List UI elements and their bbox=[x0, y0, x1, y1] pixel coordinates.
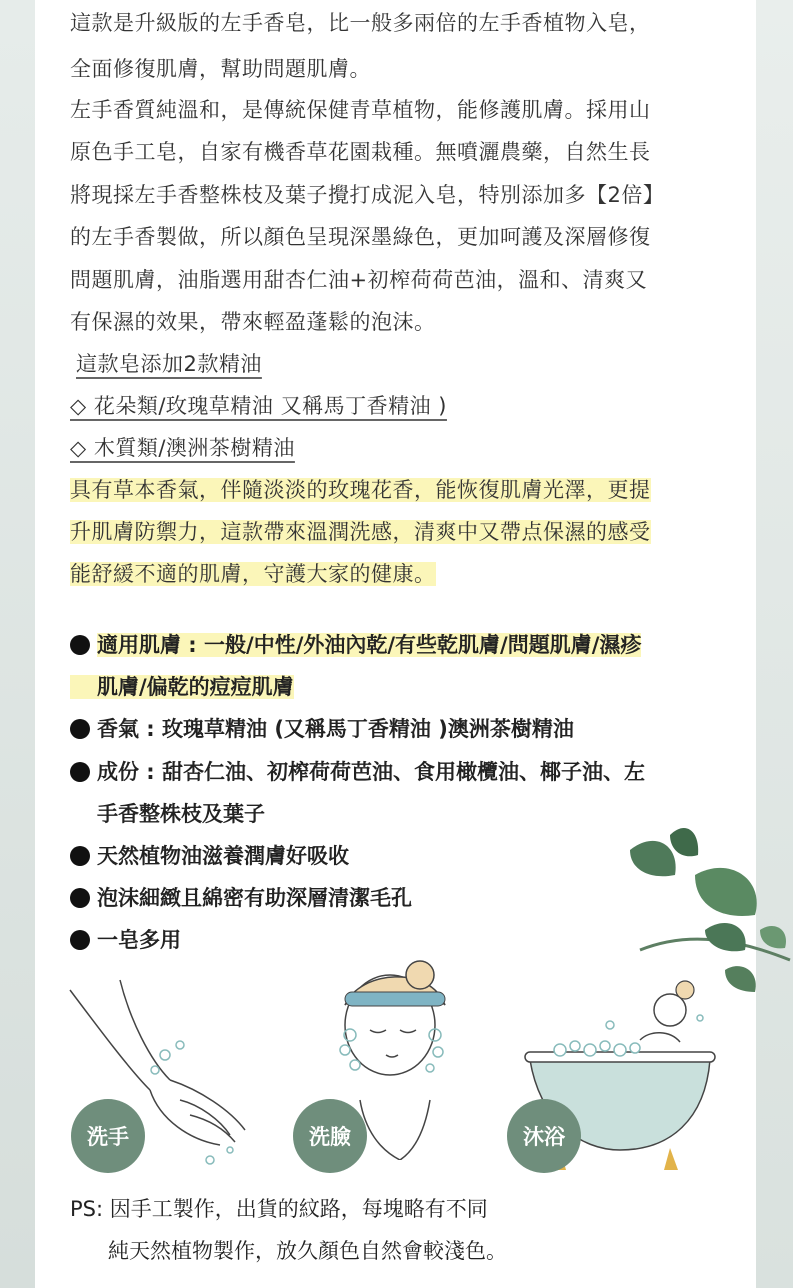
highlight-line: 能舒緩不適的肌膚，守護大家的健康。 bbox=[70, 562, 436, 586]
bullet-icon bbox=[70, 930, 90, 950]
feature-ingredients-cont: 手香整株枝及葉子 bbox=[97, 802, 265, 826]
feature-item: 一皂多用 bbox=[97, 928, 181, 952]
bullet-icon bbox=[70, 846, 90, 866]
description-line: 左手香質純溫和，是傳統保健青草植物，能修護肌膚。採用山 bbox=[70, 98, 651, 122]
description-line: 將現採左手香整株枝及葉子攪打成泥入皂，特別添加多【2倍】 bbox=[70, 183, 665, 207]
highlight-line-wrap bbox=[70, 511, 651, 553]
use-bath-badge: 沐浴 bbox=[507, 1099, 581, 1173]
oil-item: ◇ 木質類/澳洲茶樹精油 bbox=[70, 436, 295, 460]
use-handwash-badge: 洗手 bbox=[71, 1099, 145, 1173]
feature-skin-wrap bbox=[97, 624, 641, 666]
oil-item: ◇ 花朵類/玫瑰草精油 又稱馬丁香精油 ) bbox=[70, 394, 447, 418]
bullet-icon bbox=[70, 762, 90, 782]
ps-note: PS: 因手工製作，出貨的紋路，每塊略有不同 bbox=[70, 1197, 488, 1221]
description-line: 有保濕的效果，帶來輕盈蓬鬆的泡沫。 bbox=[70, 310, 436, 334]
feature-skin-wrap bbox=[70, 666, 294, 708]
feature-item: 泡沫細緻且綿密有助深層清潔毛孔 bbox=[97, 886, 412, 910]
description-line: 這款是升級版的左手香皂，比一般多兩倍的左手香植物入皂， bbox=[70, 11, 651, 35]
ps-note-cont: 純天然植物製作，放久顏色自然會較淺色。 bbox=[108, 1239, 507, 1263]
highlight-line: 升肌膚防禦力，這款帶來溫潤洗感，清爽中又帶点保濕的感受 bbox=[70, 520, 651, 544]
description-line: 問題肌膚，油脂選用甜杏仁油+初榨荷荷芭油，溫和、清爽又 bbox=[70, 268, 648, 292]
feature-skin-cont: 肌膚/偏乾的痘痘肌膚 bbox=[70, 675, 294, 699]
oils-title: 這款皂添加2款精油 bbox=[76, 352, 262, 376]
description-line: 全面修復肌膚，幫助問題肌膚。 bbox=[70, 57, 371, 81]
bullet-icon bbox=[70, 719, 90, 739]
background-left bbox=[0, 0, 35, 1288]
bullet-icon bbox=[70, 888, 90, 908]
bullet-icon bbox=[70, 635, 90, 655]
highlight-line-wrap bbox=[70, 469, 651, 511]
feature-ingredients: 成份 : 甜杏仁油、初榨荷荷芭油、食用橄欖油、椰子油、左 bbox=[97, 760, 646, 784]
feature-skin: 適用肌膚 : 一般/中性/外油內乾/有些乾肌膚/問題肌膚/濕疹 bbox=[97, 633, 642, 657]
feature-scent: 香氣 : 玫瑰草精油 (又稱馬丁香精油 )澳洲茶樹精油 bbox=[97, 717, 574, 741]
description-line: 的左手香製做，所以顏色呈現深墨綠色，更加呵護及深層修復 bbox=[70, 225, 651, 249]
leaves-illustration bbox=[600, 820, 793, 995]
background-right bbox=[756, 0, 793, 1288]
description-line: 原色手工皂，自家有機香草花園栽種。無噴灑農藥，自然生長 bbox=[70, 140, 651, 164]
highlight-line: 具有草本香氣，伴隨淡淡的玫瑰花香，能恢復肌膚光澤，更提 bbox=[70, 478, 651, 502]
feature-item: 天然植物油滋養潤膚好吸收 bbox=[97, 844, 349, 868]
highlight-line-wrap bbox=[70, 553, 436, 595]
use-facewash-badge: 洗臉 bbox=[293, 1099, 367, 1173]
